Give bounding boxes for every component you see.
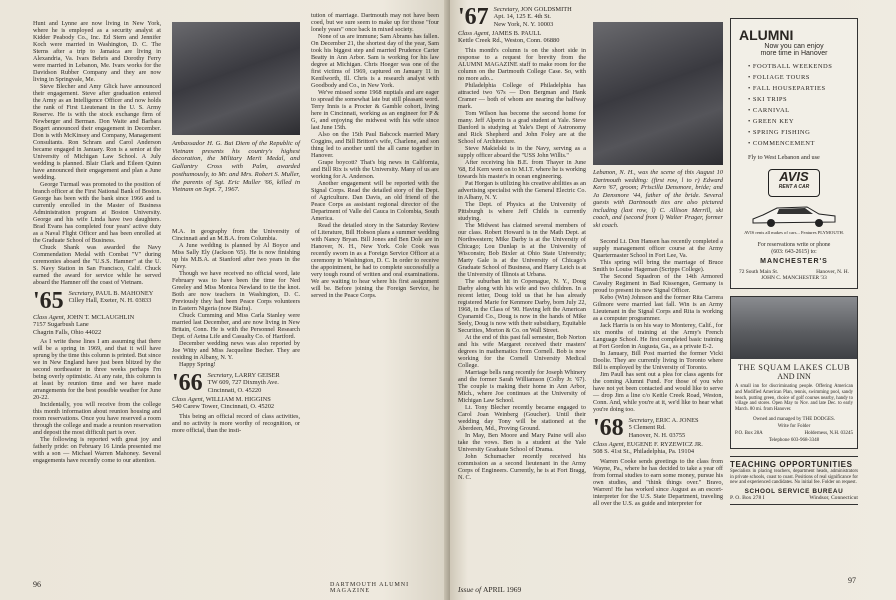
- class-year: '66: [172, 370, 203, 396]
- ad-fly-text: Fly to West Lebanon and use: [748, 154, 820, 161]
- agent-address: Chagrin Falls, Ohio 44022: [33, 328, 102, 336]
- paragraph: John Schumacher recently received his commission as a second lieutenant in the Army Corps of Engineers. Currently, he is at Fort Bragg, N. C.: [458, 452, 586, 481]
- ad-list-item: • CARNIVAL: [748, 105, 857, 116]
- page-number: 97: [848, 576, 856, 585]
- secretary-name: ERIC A. JONES: [655, 417, 699, 424]
- issue-prefix: Issue of: [458, 585, 482, 594]
- paragraph: Jack Harris is on his way to Monterey, Calif., for six months of training at the Army's French Language School. He first completed basic training at Fort Gordon in Augusta, Ga., as a private E-2.: [593, 322, 723, 350]
- ad-activity-list: [748, 61, 857, 149]
- paragraph: As I write these lines I am assuming that there will be a spring in 1969, and that it will have sprung by the time this column is printed. But since we in New England have just been blitzed by the second northeaster in three weeks perhaps I'm being overly optimistic. At any rate, this column is at least by reunion time and we have made arrangements for the best possible weather for June 20-22.: [33, 337, 161, 401]
- paragraph: In January, Bill Post married the former Vicki Doolie. They are currently living in Toronto where Bill is employed by the University of Toronto.: [593, 350, 723, 371]
- issue-date: APRIL 1969: [483, 585, 522, 594]
- paragraph: Tom Wilson has become the second home for many. Jeff Alperin is a grad student at Yale. Steve Danford is studying at Yale's Dept of Astronomy and Rick Shepherd and John Foley are at the School of Architecture.: [458, 109, 586, 145]
- paragraph: Happy Spring!: [179, 361, 216, 368]
- class-65-header: [33, 290, 161, 312]
- paragraph: Second Lt. Don Hansen has recently completed a supply management officer course at the Army Quartermaster School in Fort Lee, Va.: [593, 238, 723, 259]
- agent-name: JOHN T. MCLAUGHLIN: [66, 314, 135, 321]
- right-column-2: [593, 238, 723, 507]
- ad-list-item: • FOLIAGE TOURS: [748, 72, 857, 83]
- class-66-agent: [172, 396, 300, 411]
- secretary-name: JON GOLDSMITH: [520, 6, 572, 13]
- class-68-header: [593, 417, 723, 439]
- paragraph: After receiving his B.E. from Thayer in June '68, Ed Kern went on to M.I.T. where he is working towards his master's in ocean engineering.: [458, 158, 586, 180]
- page-number: 96: [33, 580, 41, 589]
- paragraph: Marriage bells rang recently for Joseph Whinery and the former Sarah Williamson (Colby Jr. '67). The couple is making their home in Ann Arbor, Mich., where Joe continues at the University of Michigan Law School.: [458, 368, 586, 404]
- left-column-2: [172, 228, 300, 434]
- label: Secretary,: [207, 372, 234, 379]
- label: Class Agent,: [33, 314, 66, 321]
- paragraph: This month's column is on the short side in response to a request for brevity from the ALUMNI MAGAZINE staff to make room for the column on the Dartmouth College Case. So, with no more ado...: [458, 46, 586, 82]
- class-65-agent: [33, 314, 161, 336]
- paragraph: This spring will bring the marriage of Bruce Smith to Louise Hageman (Scripps College).: [593, 259, 723, 273]
- paragraph: A June wedding is planned by Al Boyce and Miss Sally Ely (Jackson '65). He is now finishing up his M.B.A. at Stanford after two years in the Navy.: [172, 242, 300, 270]
- logo-text: AVIS: [779, 169, 809, 184]
- secretary-address: 5 Clement Rd.: [628, 424, 666, 432]
- ad-teaching-opportunities: [730, 456, 858, 505]
- paragraph: Chuck Shank was awarded the Navy Commendation Medal with Combat "V" during ceremonies aboard the "U.S.S. Hamner" at the U. S. Navy Station in San Francisco, Calif. Chuck earned the award for service while he served aboard the Hamner off the coast of Vietnam.: [33, 244, 161, 286]
- secretary-name: PAUL B. MAHONEY: [95, 290, 154, 297]
- secretary-address: New York, N. Y. 10003: [493, 20, 554, 28]
- secretary-address: Apt. 14, 125 E. 4th St.: [493, 13, 552, 21]
- car-caption: AVIS rents all makes of cars... Features PLYMOUTH.: [744, 230, 844, 235]
- paragraph: Philadelphia College of Philadelphia has attracted two '67s — Don Bergman and Hank Cramer — both of whom are nearing the halfway mark.: [458, 81, 586, 110]
- paragraph: Jim Paull has sent out a plea for class agents for the coming Alumni Fund. For those of you who have not yet been contacted and would like to serve — drop Jim a line c/o Kettle Creek Road, Weston, Conn. And, while you're at it, we'd like to hear what you're doing too.: [593, 371, 723, 413]
- ad-title: AND INN: [777, 372, 811, 381]
- owned-by: Owned and managed by THE DODGES.: [752, 416, 836, 422]
- ad-subtitle-line: Now you can enjoy: [764, 43, 824, 50]
- folder-text: Write for Folder: [777, 423, 811, 429]
- ad-list-item: • FOOTBALL WEEKENDS: [748, 61, 857, 72]
- agent-name: WILLIAM M. HIGGINS: [205, 396, 271, 403]
- label: Secretary,: [628, 417, 655, 424]
- paragraph: December wedding news was also reported by Joe Witty and Miss Jacqueline Becher. They are residing in Albany, N. Y.: [172, 340, 300, 361]
- paragraph: The Dept. of Physics at the University of Pittsburgh is where Jeff Childs is currently studying.: [458, 200, 586, 222]
- class-year: '68: [593, 415, 624, 441]
- agent-address: 7157 Sugarbush Lane: [33, 321, 89, 329]
- ad-alumni-avis: [730, 18, 858, 289]
- po-box: P. O. Box 278 I: [730, 494, 765, 501]
- paragraph: Also on the 15th Paul Babcock married Mary Coggins, and Bill Britton's wife, Charlene, and son thing led to another until the all came together in Hanover.: [311, 131, 439, 159]
- paragraph: Steve Blecher and Amy Glick have announced their engagement. Steve after graduation entered the Army as an Intelligence Officer and now holds the rank of First Lieutenant in the U. S. Army Reserve. He is with the stock exchange firm of Newberger and Berman. Don Waite and Barbara Bogert announced their engagement in December. Don is with McKinsey and Company, Management Consultants. Ron Schram and Carol Anderson became engaged in January. Ron is a senior at the University of Michigan Law School. A July wedding is planned. Blair Clark and Eileen Quinn have announced their engagement and plan a June wedding.: [33, 83, 161, 181]
- paragraph: Another engagement will be reported with the Signal Corps. Read the detailed story of the Dept. of Agriculture. Dan Davis, an old friend of the Peace Corps as assistant regional director of the Department of Valle del Cauca in Colombia, South America.: [311, 180, 439, 222]
- ad-body: A small inn for discriminating people. Offering American and Modified American Plan, tennis, swimming pool, sandy beach, putting green, choice of golf courses nearby, handy to village and stores. Open May to Nov. and late Dec. to early March. 80 mi. from Hanover.: [735, 384, 853, 413]
- paragraph: This being an official record of class activities, and no activity is more worthy of recognition, or more official, than the insti-: [172, 412, 300, 434]
- po-box: P.O. Box 28A: [735, 430, 763, 436]
- photo-caption: Ambassador H. G. Bui Diem of the Republic of Vietnam presents his country's highest decoration, the Military Merit Medal, and Gallantry Cross with Palm, awarded posthumously, to Mr. and Mrs. Robert S. Muller, the parents of Sgt. Eric Muller '66, killed in Vietnam on Sept. 7, 1967.: [172, 140, 300, 194]
- ad-title: TEACHING OPPORTUNITIES: [730, 459, 853, 469]
- paragraph: Warren Cooke sends greetings to the class from Wayne, Pa., where he has decided to take a year off from formal studies to earn some money, pursue his own studies, and "think things over." Bravo, Warren! He has worked since August as an escort-interpreter for the U.S. State Department, traveling all over the U.S. as guide and interpreter for: [593, 457, 723, 507]
- paragraph: Kebo (Win) Johnson and the former Rita Carrera Gilmore were married last fall. Win is an Army Lieutenant in the Signal Corps and Rita is working as a computer programmer.: [593, 294, 723, 322]
- paragraph: The Second Squadron of the 14th Armored Cavalry Regiment in Bad Kissengen, Germany is proud to present its new Signal Officer.: [593, 273, 723, 294]
- ad-list-item: • COMMENCEMENT: [748, 138, 857, 149]
- paragraph: Lt. Tony Blecher recently became engaged to Carol Joan Weinberg (Goucher). Until their wedding day Tony will be stationed at the Aberdeen, Md., Proving Ground.: [458, 403, 586, 432]
- paragraph: Chuck Cumming and Miss Carla Stanley were married last December, and are now living in New Britain, Conn. He is with the Personnel Research Dept. of Aetna Life and Casualty Co. of Hartford.: [172, 312, 300, 340]
- label: Class Agent,: [593, 441, 626, 448]
- phone: Telephone 603-968-3348: [768, 437, 820, 443]
- class-66-header: [172, 372, 300, 394]
- agent-address: Kettle Creek Rd., Weston, Conn. 06880: [458, 37, 560, 45]
- ad-list-item: • FALL HOUSEPARTIES: [748, 83, 857, 94]
- owner: JOHN C. MANCHESTER '33: [761, 275, 827, 281]
- photo-caption: Lebanon, N. H., was the scene of this August 10 Dartmouth wedding: (first row, l to r) Edward Kern '67, groom; Priscilla Densmore, bride; and Ja Densmore '44, father of the bride. Several guests with Dartmouth ties are also pictured including (last row, l) C. Allison Merrill, ski coach, and (second from l) Walter Prager, former ski coach.: [593, 169, 723, 229]
- label: Secretary,: [493, 6, 520, 13]
- ad-title: ALUMNI: [739, 27, 794, 43]
- paragraph: In May, Ben Moore and Mary Paine will also take the vows. Ben is a student at the Yale University Graduate School of Drama.: [458, 431, 586, 453]
- reservations-text: For reservations write or phone: [757, 242, 831, 248]
- company-name: MANCHESTER'S: [760, 258, 828, 265]
- paragraph: The Midwest has claimed several members of our class. Robert Howard is in the Math Dept. at Northwestern; Mike Darby is at the University of Chicago; Lou Dunlap is at the University of Wisconsin; Bob Bixler at Ohio State University; Marty Gale is at the University of Chicago's Graduate School of Business, and Harry Leich is at the University of Illinois at Urbana.: [458, 221, 586, 278]
- paragraph: The suburban hit in Copenague, N. Y., Doug Darby along with his wife and two children. In a recent letter, Doug told us that he has already registered Marie for Kenmore Darby, born July 22, 1968, in the Class of '90. Having left the American Cyanamid Co., Doug is now in the hands of Mike Seely, Doug is now with their subsidiary, Equitable Securities, Morton & Co. on Wall Street.: [458, 277, 586, 334]
- secretary-address: Cilley Hall, Exeter, N. H. 03833: [68, 297, 152, 305]
- paragraph: George Turmail was promoted to the position of branch officer at the First National Bank of Boston. George has been with the bank since 1966 and is currently enrolled in the Master of Business Administration program at Boston University. George and his wife Linda have two daughters. Brad Evans has completed four years' active duty as a Naval Flight Officer and has been enrolled at the Graduate School of Business.: [33, 181, 161, 244]
- class-year: '65: [33, 288, 64, 314]
- street: 72 South Main St.: [739, 269, 779, 275]
- running-footer: DARTMOUTH ALUMNI MAGAZINE: [330, 582, 410, 594]
- secretary-address: TW 609, 727 Dixmyth Ave.: [207, 379, 279, 387]
- label: Class Agent,: [172, 396, 205, 403]
- class-year: '67: [458, 4, 489, 30]
- ad-body: Specialists in placing teachers, department heads, administrators in private schools, coast to coast. Positions of real significance for new and experienced candidates. No initial fee. Folder on request.: [730, 468, 858, 486]
- ad-squam-lakes: [730, 296, 858, 449]
- label: Class Agent,: [458, 30, 491, 37]
- paragraph: Incidentally, you will receive from the college this month information about reunion housing and room reservations. Once you have reserved a room through the college and made a reunion reservation and deposit the most difficult part is over.: [33, 400, 161, 436]
- secretary-address: Hanover, N. H. 03755: [628, 431, 686, 439]
- town: Windsor, Connecticut: [809, 494, 858, 501]
- paragraph: Read the detailed story in the Saturday Review of Literature, Bill Hobson plans a summer wedding with Nancy Bryan. Bill Jones and Ben Dole are in Hanover, N. H., New York. Cole Cook was recently sworn in as a Foreign Service Officer at a ceremony in Washington, D. C. In order to receive the appointment, he had to complete successfully a very tough round of written and oral examinations. We are waiting to hear where his first assignment will be. Before joining the Foreign Service, he served in the Peace Corps.: [311, 222, 439, 299]
- town: Hanover, N. H.: [816, 269, 849, 275]
- photo-ambassador: [172, 22, 300, 135]
- org-name: SCHOOL SERVICE BUREAU: [744, 487, 844, 495]
- ad-column: [730, 18, 858, 505]
- ad-title: THE SQUAM LAKES CLUB: [737, 363, 851, 372]
- ad-list-item: • GREEN KEY: [748, 116, 857, 127]
- agent-address: 540 Carew Tower, Cincinnati, O. 45202: [172, 403, 275, 411]
- paragraph: Steve Makielski is in the Navy, serving as a supply officer aboard the "USS John Willis.": [458, 144, 586, 159]
- class-67-agent: [458, 30, 586, 45]
- agent-name: JAMES B. PAULL: [491, 30, 542, 37]
- town: Holderness, N.H. 03245: [804, 430, 853, 436]
- left-column-1: [33, 20, 161, 464]
- ad-subtitle: [731, 43, 857, 57]
- secretary-name: LARRY GEISER: [234, 372, 280, 379]
- agent-address: 508 S. 41st St., Philadelphia, Pa. 19104: [593, 448, 695, 456]
- avis-logo: [768, 169, 820, 197]
- paragraph: Though we have received no official word, late February was to have been the time for Ned Greeley and Miss Monica Newland to tie the knot. Both are now teachers in Washington, D. C. Previously they had been Peace Corps volunteers in Eastern Nigeria (now Biafra).: [172, 270, 300, 312]
- photo-wedding: [593, 22, 723, 165]
- right-page: [450, 0, 896, 600]
- issue-footer: [458, 585, 521, 594]
- secretary-address: Cincinnati, O. 45220: [207, 386, 262, 394]
- paragraph: Pat Horgan is utilizing his creative abilities as an advertising specialist with the General Electric Co. in Albany, N. Y.: [458, 179, 586, 201]
- car-illustration: [749, 203, 839, 229]
- left-column-3: [311, 12, 439, 299]
- class-68-agent: [593, 441, 723, 456]
- agent-name: EUGENE F. RYZEWICZ JR.: [626, 441, 703, 448]
- phone: (603: 643-2615) to:: [771, 249, 817, 255]
- logo-sub: RENT A CAR: [778, 184, 810, 190]
- ad-subtitle-line: more time in Hanover: [760, 50, 828, 57]
- paragraph: We've missed some 1968 nuptials and are eager to spread the somewhat late but still pleasant word. Terry Innis is a Procter & Gamble cohort, living here in Cincinnati, working as an engineer for P & G, and enjoying the midwest with his wife since last June 15th.: [311, 89, 439, 131]
- class-67-header: [458, 6, 586, 28]
- paragraph: tution of marriage. Dartmouth may not have been coed, but we sure seem to make up for those "four lonely years" once back in mixed society.: [311, 12, 439, 33]
- paragraph: Hunt and Lynne are now living in New York, where he is employed as a security analyst at Kidder Peabody Co., Inc. Ed Stern and Jennifer Koch were married in Washington, D. C. The Sterns after a trip to Jamaica are living in Alexandria, Va. Ivars Behris and Dorothy Ferry were married in Lebanon, Me. Ivars works for the Davidson Rubber Company and they are now living in Springvale, Me.: [33, 20, 161, 83]
- paragraph: M.A. in geography from the University of Cincinnati and an M.B.A. from Columbia.: [172, 228, 300, 242]
- paragraph: The following is reported with great joy and fatherly pride: on February 16 Linda presented me with a son — Michael Warren Mahoney. Several engagements have recently come to our attention.: [33, 435, 161, 464]
- paragraph: Grape boycott? That's big news in California, and Bill Rix is with the University. Many of us are working for A. Anderson.: [311, 159, 439, 180]
- inn-photo: [731, 297, 857, 359]
- ad-list-item: • SKI TRIPS: [748, 94, 857, 105]
- right-column-1: [458, 6, 586, 481]
- label: Secretary,: [68, 290, 95, 297]
- ad-list-item: • SPRING FISHING: [748, 127, 857, 138]
- paragraph: At the end of this past fall semester, Bob Norton and his wife Margaret received their masters' degrees in mathematics from Cornell. Bob is now working for the Cornell University Medical College.: [458, 333, 586, 369]
- paragraph: None of us are immune; Sam Abrams has fallen. On December 21, the shortest day of the year, Sam took his biggest step and married Prudence Carter Beatty in Ann Arbor. Sam is working for his law degree at Michigan. Chris Hoeger was one of the first victims of 1969, captured on January 11 in Kenilworth, Ill. Chris is a research analyst with Goodbody and Co., in New York.: [311, 33, 439, 89]
